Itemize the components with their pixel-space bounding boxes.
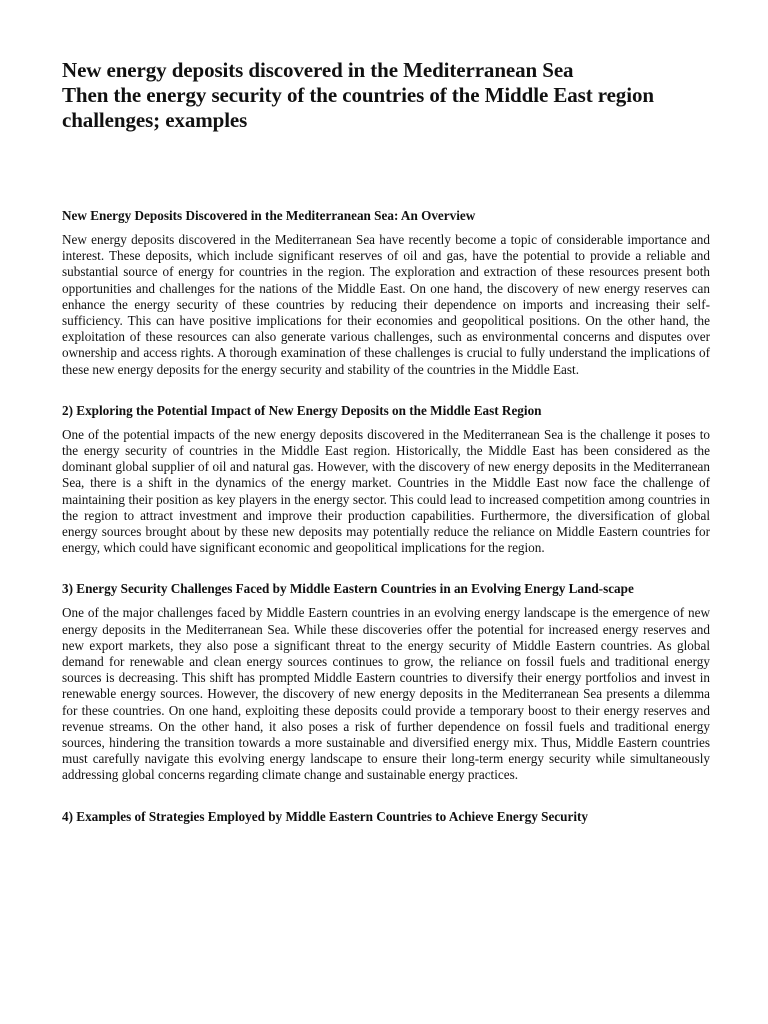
title-line-2: Then the energy security of the countries of the Middle East region <box>62 83 654 107</box>
section-paragraph: One of the potential impacts of the new energy deposits discovered in the Mediterranean Sea is the challenge it poses to the energy security of countries in the Middle East region. Historically, the Middle East has been considered as the dominant global supplier of oil and natural gas. However, with the discovery of new energy deposits in the Mediterranean Sea, there is a shift in the dynamics of the energy market. Countries in the Middle East now face the challenge of maintaining their position as key players in the energy sector. This could lead to increased competition among countries in the region to attract investment and improve their production capabilities. Furthermore, the diversification of global energy sources brought about by these new deposits may potentially reduce the reliance on Middle Eastern countries for energy, which could have significant economic and geopolitical implications for the region. <box>62 426 710 556</box>
section-heading: 3) Energy Security Challenges Faced by Middle Eastern Countries in an Evolving Energy Land-scape <box>62 581 634 597</box>
section-overview <box>62 207 710 378</box>
section-heading: 4) Examples of Strategies Employed by Middle Eastern Countries to Achieve Energy Security <box>62 808 588 824</box>
document-body <box>62 207 710 825</box>
document-title <box>62 58 710 133</box>
document-page <box>62 58 710 849</box>
section-heading: 2) Exploring the Potential Impact of New Energy Deposits on the Middle East Region <box>62 402 542 418</box>
section-heading: New Energy Deposits Discovered in the Mediterranean Sea: An Overview <box>62 208 476 223</box>
section-paragraph: New energy deposits discovered in the Mediterranean Sea have recently become a topic of considerable importance and interest. These deposits, which include significant reserves of oil and gas, have the potential to provide a reliable and substantial source of energy for countries in the region. The exploration and extraction of these resources present both opportunities and challenges for the nations of the Middle East. On one hand, the discovery of new energy reserves can enhance the energy security of these countries by reducing their dependence on imports and increasing their self-sufficiency. This can have positive implications for their economies and geopolitical positions. On the other hand, the exploitation of these resources can also generate various challenges, such as environmental concerns and disputes over ownership and access rights. A thorough examination of these challenges is crucial to fully understand the implications of these new energy deposits for the energy security and stability of the countries in the Middle East. <box>62 232 710 377</box>
title-line-3: challenges; examples <box>62 108 248 132</box>
section-paragraph: One of the major challenges faced by Middle Eastern countries in an evolving energy landscape is the emergence of new energy deposits in the Mediterranean Sea. While these discoveries offer the potential for increased energy reserves and new export markets, they also pose a significant threat to the energy security of Middle Eastern countries. As global demand for renewable and clean energy sources continues to grow, the reliance on fossil fuels and traditional energy sources is decreasing. This shift has prompted Middle Eastern countries to diversify their energy portfolios and invest in renewable energy sources. However, the discovery of new energy deposits in the Mediterranean Sea presents a dilemma for these countries. On one hand, exploiting these deposits could provide a temporary boost to their energy reserves and revenue streams. On the other hand, it also poses a risk of further dependence on fossil fuels and traditional energy sources, hindering the transition towards a more sustainable and diversified energy mix. Thus, Middle Eastern countries must carefully navigate this evolving energy landscape to ensure their long-term energy security while simultaneously addressing global concerns regarding climate change and sustainable energy practices. <box>62 605 710 783</box>
section-impact <box>62 402 710 557</box>
title-line-1: New energy deposits discovered in the Mediterranean Sea <box>62 58 574 82</box>
section-strategies <box>62 808 710 825</box>
section-challenges <box>62 580 710 783</box>
